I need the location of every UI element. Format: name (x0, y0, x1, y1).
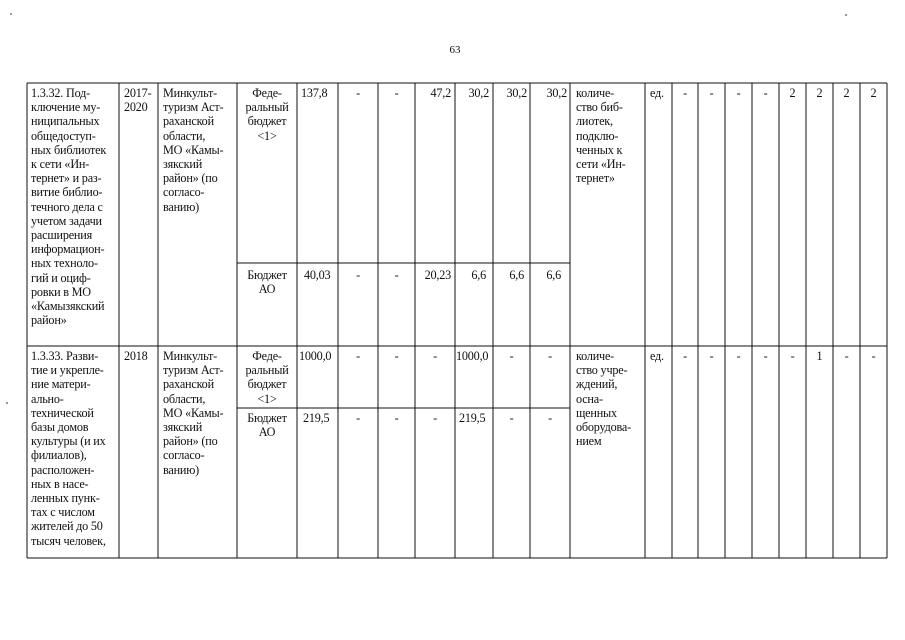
target-value: 2 (843, 86, 850, 100)
unit: ед. (650, 86, 664, 100)
funding-year-cell: - (356, 411, 360, 425)
funding-year-cell: - (509, 349, 514, 363)
indicator-name: количе- ство учре- ждений, осна- щенных оборудова- нием (576, 349, 632, 449)
measure-name: 1.3.33. Разви- тие и укрепле- ние матери- ально- технической базы домов культуры (и их филиалов), расположен- ных в насе- ленных пунк- тах с числом жителей до 50 тысяч человек, (31, 349, 106, 548)
funding-year-cell: - (433, 411, 437, 425)
funding-year-cell: 6,6 (546, 268, 561, 282)
funding-year-cell: - (394, 411, 399, 425)
funding-year-cell: - (509, 411, 514, 425)
funding-source: Феде- ральный бюджет <1> (245, 349, 289, 406)
target-value: - (683, 86, 687, 100)
target-value: 2 (816, 86, 823, 100)
funding-year-cell: 219,5 (459, 411, 486, 425)
funding-year-cell: - (394, 268, 399, 282)
target-value: 2 (789, 86, 796, 100)
funding-year-cell: 6,6 (509, 268, 524, 282)
funding-year-cell: - (394, 349, 399, 363)
funding-year-cell: 6,6 (471, 268, 486, 282)
scan-speck (10, 13, 12, 15)
scan-speck (845, 14, 847, 16)
funding-year-cell: 20,23 (424, 268, 451, 282)
funding-year-cell: 30,2 (506, 86, 527, 100)
target-value: - (871, 349, 876, 363)
funding-total: 219,5 (303, 411, 330, 425)
funding-year-cell: - (548, 349, 552, 363)
period: 2017- 2020 (124, 86, 152, 115)
funding-year-cell: - (433, 349, 437, 363)
unit: ед. (650, 349, 664, 363)
funding-total: 1000,0 (299, 349, 332, 363)
target-value: - (683, 349, 687, 363)
target-value: - (763, 86, 768, 100)
indicator-name: количе- ство биб- лиотек, подклю- ченных к сети «Ин- тернет» (576, 86, 626, 186)
target-value: - (709, 86, 714, 100)
target-value: - (736, 349, 741, 363)
target-value: - (790, 349, 795, 363)
funding-year-cell: - (394, 86, 399, 100)
period: 2018 (124, 349, 148, 363)
target-value: - (763, 349, 768, 363)
target-value: - (709, 349, 714, 363)
scan-speck (6, 402, 8, 404)
funding-year-cell: - (356, 268, 360, 282)
funding-total: 40,03 (304, 268, 331, 282)
funding-source: Феде- ральный бюджет <1> (245, 86, 289, 143)
funding-source: Бюджет АО (247, 268, 287, 297)
funding-year-cell: 1000,0 (456, 349, 489, 363)
funding-year-cell: 30,2 (468, 86, 489, 100)
funding-year-cell: 30,2 (546, 86, 567, 100)
target-value: 2 (870, 86, 877, 100)
funding-year-cell: 47,2 (430, 86, 451, 100)
target-value: - (844, 349, 849, 363)
funding-year-cell: - (356, 349, 360, 363)
target-value: 1 (816, 349, 823, 363)
funding-source: Бюджет АО (247, 411, 287, 440)
funding-year-cell: - (356, 86, 360, 100)
funding-year-cell: - (548, 411, 552, 425)
measure-name: 1.3.32. Под- ключение му- ниципальных общедоступ- ных библиотек к сети «Ин- тернет» и раз- витие библио- течного дела с учетом задачи расширения информацион- ных техноло- гий и оциф- ровки в МО «Камызякский район» (31, 86, 107, 328)
target-value: - (736, 86, 741, 100)
page-number: 63 (449, 44, 461, 56)
executor: Минкульт- туризм Аст- раханской области, МО «Камы- зякский район» (по согласо- ванию) (163, 86, 224, 214)
funding-total: 137,8 (301, 86, 328, 100)
executor: Минкульт- туризм Аст- раханской области, МО «Камы- зякский район» (по согласо- ванию) (163, 349, 224, 477)
